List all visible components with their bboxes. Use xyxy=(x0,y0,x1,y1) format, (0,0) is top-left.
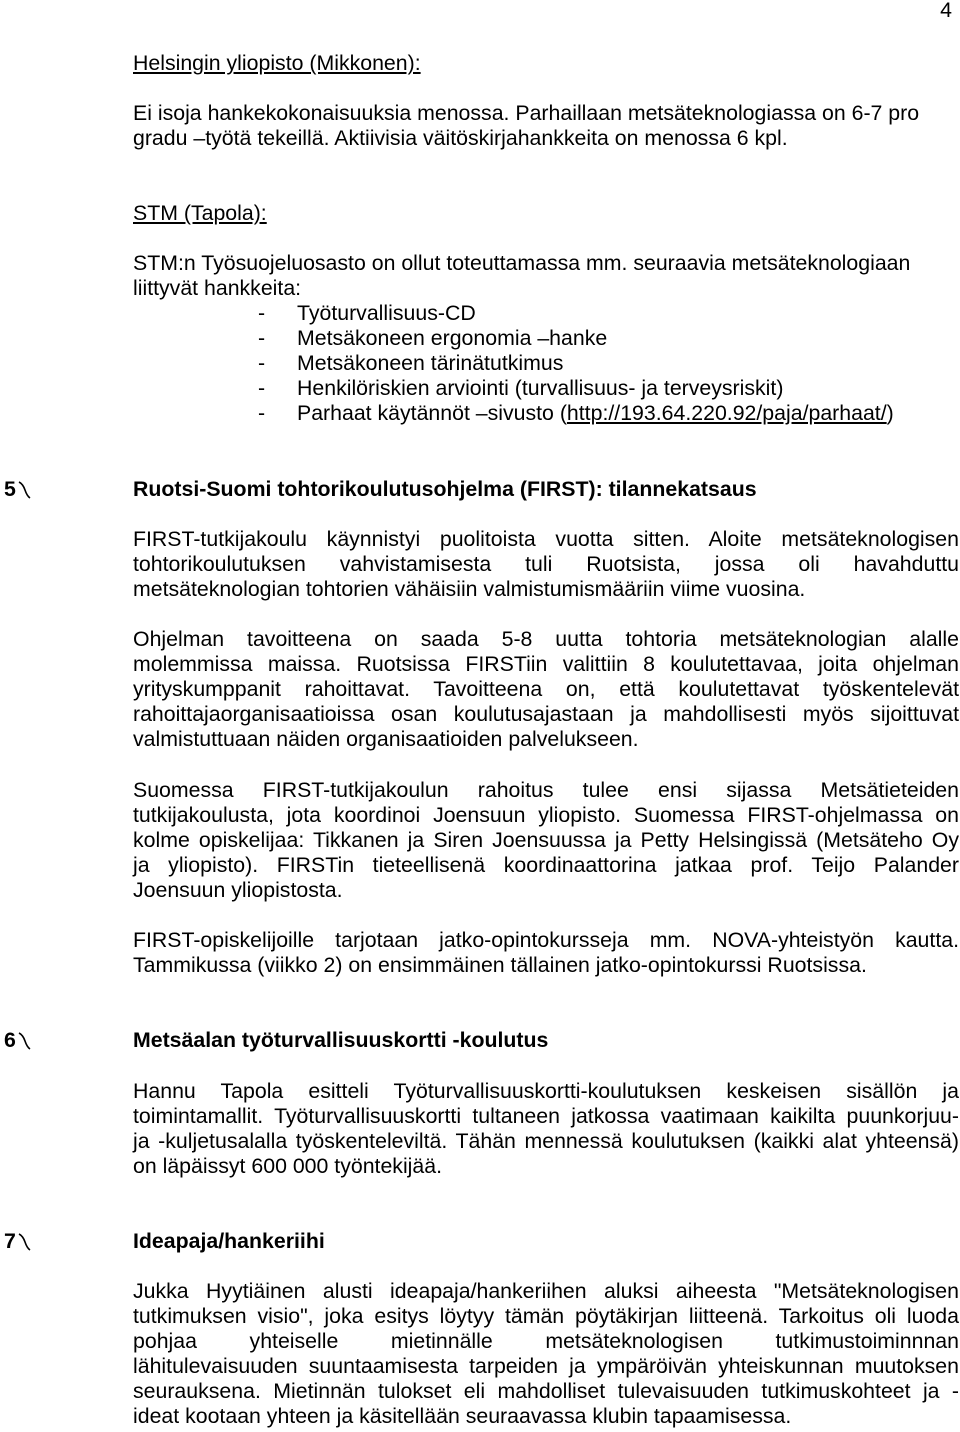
list-item-text: Metsäkoneen ergonomia –hanke xyxy=(297,326,608,350)
paragraph-line: yrityskumppanit rahoittavat. Tavoitteena on, että koulutettavat työskentelevät xyxy=(133,677,959,701)
paragraph-line: ja -kuljetusalalla työskenteleviltä. Tähän mennessä koulutuksen (kaikki alat yhteensä) xyxy=(133,1129,959,1153)
paragraph xyxy=(133,928,959,978)
paragraph-line: tohtorikoulutuksen vahvistamisesta tuli Ruotsista, jossa oli havahduttu xyxy=(133,552,959,576)
list-item xyxy=(133,326,959,351)
parhaat-kaytannot-link[interactable]: http://193.64.220.92/paja/parhaat/ xyxy=(566,401,887,425)
paragraph-line: tutkimuksen visio", joka esitys löytyy tämän pöytäkirjan liitteenä. Tarkoitus oli luoda xyxy=(133,1304,959,1328)
paragraph-line: Hannu Tapola esitteli Työturvallisuuskortti-koulutuksen keskeisen sisällön ja xyxy=(133,1079,959,1103)
paragraph-line: Ei isoja hankekokonaisuuksia menossa. Parhaillaan metsäteknologiassa on 6-7 pro xyxy=(133,101,920,125)
section-number: 6 xyxy=(4,1028,16,1052)
paragraph-line: Suomessa FIRST-tutkijakoulun rahoitus tulee ensi sijassa Metsätieteiden xyxy=(133,778,959,802)
section-heading: Ideapaja/hankeriihi xyxy=(133,1229,325,1253)
paragraph-line: lähitulevaisuuden suuntaamisesta tarpeiden ja ympäröivän yhteiskunnan muutoksen xyxy=(133,1354,959,1378)
list-bullet: - xyxy=(258,326,266,350)
paragraph-line: rahoittajaorganisaatioissa osan koulutusajastaan ja mahdollisesti myös sijoittuvat xyxy=(133,702,959,726)
paragraph xyxy=(133,1279,959,1429)
paragraph-line: seurauksena. Mietinnän tulokset eli mahdolliset tulevaisuuden tutkimuskohteet ja - xyxy=(133,1379,959,1403)
list-bullet: - xyxy=(258,401,266,425)
paragraph-line: on läpäissyt 600 000 työntekijää. xyxy=(133,1154,443,1178)
paragraph-line: liittyvät hankkeita: xyxy=(133,276,302,300)
list-item-text: Parhaat käytännöt –sivusto ( xyxy=(297,401,567,425)
paragraph-line: Tammikussa (viikko 2) on ensimmäinen tällainen jatko-opintokurssi Ruotsissa. xyxy=(133,953,867,977)
paragraph-line: ideat kootaan yhteen ja käsitellään seuraavassa klubin tapaamisessa. xyxy=(133,1404,792,1428)
paragraph xyxy=(133,527,959,602)
subsection-heading-stm: STM (Tapola): xyxy=(133,201,267,225)
list-item xyxy=(133,376,959,401)
paragraph xyxy=(133,627,959,752)
paragraph-line: FIRST-opiskelijoille tarjotaan jatko-opintokursseja mm. NOVA-yhteistyön kautta. xyxy=(133,928,959,952)
section-number: 7 xyxy=(4,1229,16,1253)
list-item-text: Henkilöriskien arviointi (turvallisuus- ja terveysriskit) xyxy=(297,376,784,400)
paragraph-helsinki xyxy=(133,101,959,151)
paragraph-stm xyxy=(133,251,959,426)
list-item-text: Työturvallisuus-CD xyxy=(297,301,476,325)
section-heading: Metsäalan työturvallisuuskortti -koulutus xyxy=(133,1028,549,1052)
section-marker-icon xyxy=(17,480,31,500)
list-bullet: - xyxy=(258,376,266,400)
paragraph-line: Jukka Hyytiäinen alusti ideapaja/hankeriihen aluksi aiheesta "Metsäteknologisen xyxy=(133,1279,959,1303)
section-heading: Ruotsi-Suomi tohtorikoulutusohjelma (FIRST): tilannekatsaus xyxy=(133,477,757,501)
paragraph-line: toimintamallit. Työturvallisuuskortti tultaneen jatkossa vaatimaan kaikilta puunkorjuu- xyxy=(133,1104,959,1128)
project-list xyxy=(133,301,959,426)
section-number: 5 xyxy=(4,477,16,501)
subsection-heading-helsinki: Helsingin yliopisto (Mikkonen): xyxy=(133,51,421,75)
list-item xyxy=(133,351,959,376)
paragraph-line: kolme opiskelijaa: Tikkanen ja Siren Joensuussa ja Petty Helsingissä (Metsäteho Oy xyxy=(133,828,959,852)
list-bullet: - xyxy=(258,351,266,375)
section-marker-icon xyxy=(17,1031,31,1051)
list-item xyxy=(133,301,959,326)
paragraph-line: molemmissa maissa. Ruotsissa FIRSTiin valittiin 8 koulutettavaa, joita ohjelman xyxy=(133,652,959,676)
paragraph-line: ja yliopisto). FIRSTin tieteellisenä koordinaattorina jatkaa prof. Teijo Palander xyxy=(133,853,959,877)
list-item-text: Metsäkoneen tärinätutkimus xyxy=(297,351,564,375)
paragraph-line: gradu –työtä tekeillä. Aktiivisia väitöskirjahankkeita on menossa 6 kpl. xyxy=(133,126,788,150)
paragraph-line: tutkijakoulusta, jota koordinoi Joensuun yliopisto. Suomessa FIRST-ohjelmassa on xyxy=(133,803,959,827)
list-item-text-suffix: ) xyxy=(886,401,894,425)
paragraph-line: FIRST-tutkijakoulu käynnistyi puolitoista vuotta sitten. Aloite metsäteknologisen xyxy=(133,527,959,551)
paragraph-line: metsäteknologian tohtorien vähäisiin valmistumismääriin viime vuosina. xyxy=(133,577,806,601)
paragraph-line: Ohjelman tavoitteena on saada 5-8 uutta tohtoria metsäteknologian alalle xyxy=(133,627,959,651)
page-number: 4 xyxy=(940,0,952,22)
paragraph-line: pohjaa yhteiselle mietinnälle metsäteknologisen tutkimustoiminnnan xyxy=(133,1329,959,1353)
paragraph xyxy=(133,1079,959,1179)
paragraph-line: Joensuun yliopistosta. xyxy=(133,878,343,902)
list-item xyxy=(133,401,959,426)
section-marker-icon xyxy=(17,1232,31,1252)
paragraph-line: valmistuttuaan näiden organisaatioiden palvelukseen. xyxy=(133,727,639,751)
list-bullet: - xyxy=(258,301,266,325)
paragraph xyxy=(133,778,959,903)
paragraph-line: STM:n Työsuojeluosasto on ollut toteuttamassa mm. seuraavia metsäteknologiaan xyxy=(133,251,911,275)
